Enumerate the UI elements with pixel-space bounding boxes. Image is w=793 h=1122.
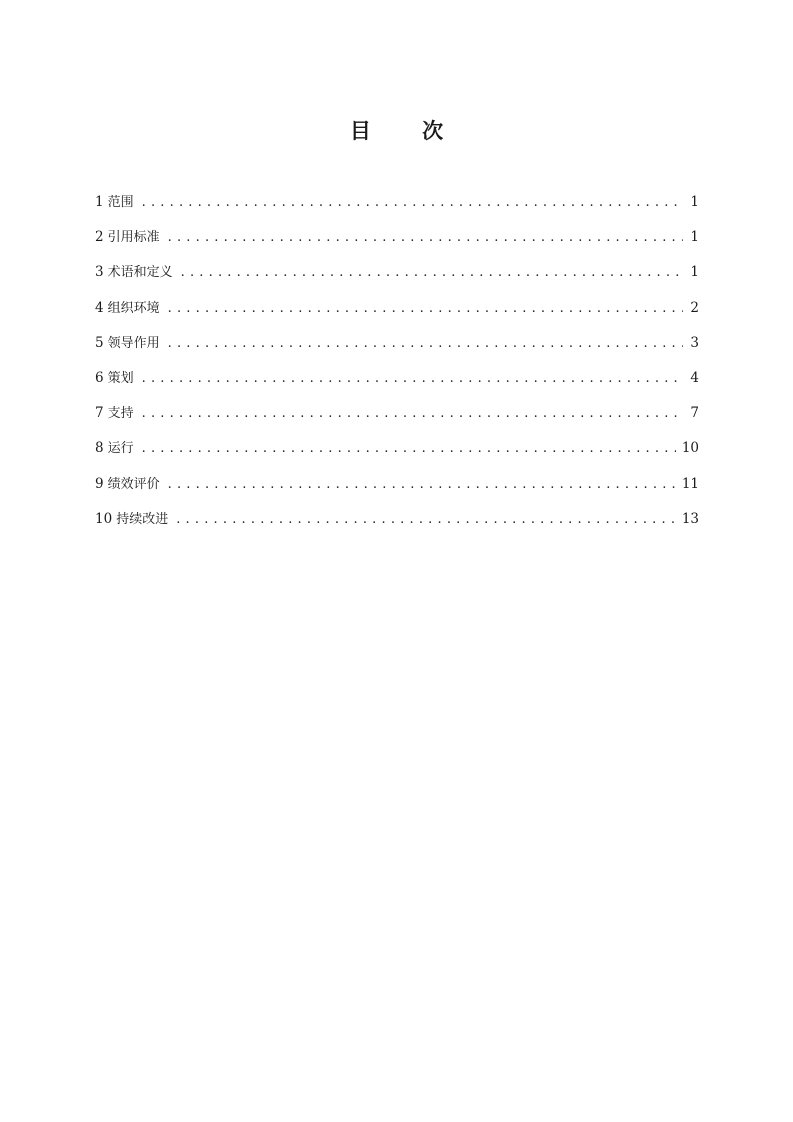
toc-entry-number: 1 <box>95 194 104 210</box>
toc-entry-operation[interactable] <box>95 432 699 467</box>
toc-entry-page: 4 <box>690 369 699 386</box>
toc-entry-label: 术语和定义 <box>107 265 173 281</box>
toc-entry-page: 1 <box>690 194 699 210</box>
toc-entry-continual-improvement[interactable] <box>95 503 699 538</box>
toc-entry-label: 范围 <box>107 195 134 210</box>
toc-dot-leader <box>168 468 676 501</box>
toc-entry-label: 组织环境 <box>107 300 160 316</box>
toc-entry-leadership[interactable] <box>95 327 699 362</box>
toc-entry-support[interactable] <box>95 397 699 432</box>
toc-entry-number: 7 <box>95 405 104 422</box>
toc-dot-leader <box>142 432 676 465</box>
toc-entry-organization-context[interactable] <box>95 292 699 327</box>
toc-entry-number: 2 <box>95 229 104 246</box>
toc-entry-label: 引用标准 <box>107 230 160 246</box>
toc-entry-label: 策划 <box>107 370 134 386</box>
toc-entry-scope[interactable] <box>95 186 699 221</box>
toc-entry-page: 10 <box>681 440 699 457</box>
toc-entry-label: 持续改进 <box>116 511 169 527</box>
toc-entry-number: 9 <box>95 475 104 492</box>
toc-dot-leader <box>168 327 683 360</box>
toc-entry-page: 1 <box>690 229 699 246</box>
page-title: 目 次 <box>349 119 466 143</box>
toc-entry-page: 2 <box>690 299 699 316</box>
toc-dot-leader <box>168 292 683 325</box>
toc-entry-page: 11 <box>681 475 699 492</box>
toc-dot-leader <box>142 397 683 430</box>
toc-entry-label: 运行 <box>107 441 134 457</box>
toc-entry-normative-references[interactable] <box>95 221 699 256</box>
toc-entry-page: 1 <box>690 264 699 281</box>
toc-entry-number: 10 <box>95 510 113 527</box>
toc-entry-label: 支持 <box>107 406 134 422</box>
toc-entry-number: 5 <box>95 334 104 351</box>
toc-dot-leader <box>181 256 683 289</box>
toc-entry-planning[interactable] <box>95 362 699 397</box>
toc-entry-terms-definitions[interactable] <box>95 256 699 291</box>
table-of-contents <box>95 186 699 538</box>
toc-entry-number: 4 <box>95 299 104 316</box>
toc-entry-label: 绩效评价 <box>107 476 160 492</box>
toc-dot-leader <box>176 503 676 536</box>
toc-dot-leader <box>168 221 683 254</box>
toc-entry-page: 7 <box>690 405 699 422</box>
toc-entry-page: 3 <box>690 334 699 351</box>
toc-entry-number: 6 <box>95 369 104 386</box>
toc-dot-leader <box>142 362 683 395</box>
toc-entry-number: 8 <box>95 440 104 457</box>
toc-entry-performance-evaluation[interactable] <box>95 468 699 503</box>
toc-dot-leader <box>142 186 683 219</box>
toc-entry-label: 领导作用 <box>107 335 160 351</box>
toc-entry-page: 13 <box>681 510 699 527</box>
toc-entry-number: 3 <box>95 264 104 281</box>
